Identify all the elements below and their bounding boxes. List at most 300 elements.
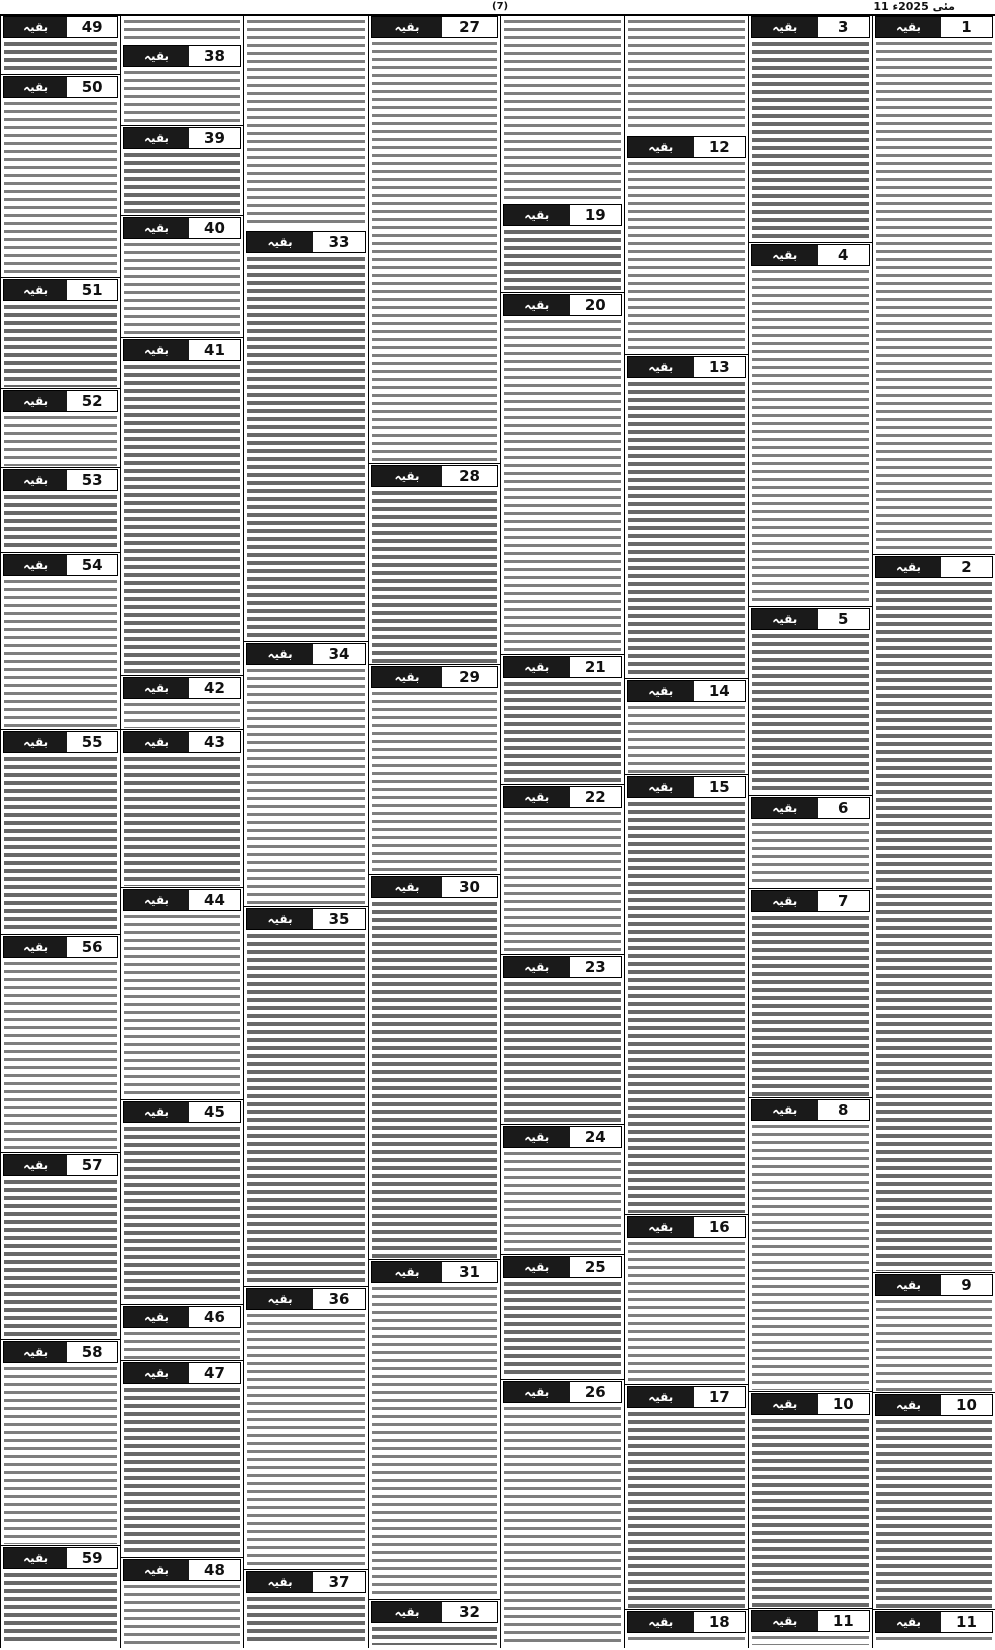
divider xyxy=(1,934,120,935)
baqiya-label: بقیہ xyxy=(752,245,818,265)
baqiya-number: 20 xyxy=(570,295,621,315)
baqiya-number: 51 xyxy=(67,280,117,300)
column-1 xyxy=(872,16,995,1648)
baqiya-label: بقیہ xyxy=(876,1395,941,1415)
article-text xyxy=(372,900,497,1258)
baqiya-label: بقیہ xyxy=(752,891,818,911)
baqiya-header xyxy=(123,1559,241,1581)
baqiya-number: 54 xyxy=(67,555,117,575)
divider xyxy=(625,1609,748,1610)
baqiya-header xyxy=(875,1611,993,1633)
divider xyxy=(625,354,748,355)
divider xyxy=(873,1609,995,1610)
article-text xyxy=(372,1625,497,1645)
divider xyxy=(369,664,500,665)
baqiya-header xyxy=(875,16,993,38)
divider xyxy=(1,277,120,278)
baqiya-box xyxy=(371,1601,498,1645)
baqiya-number: 28 xyxy=(442,466,497,486)
baqiya-label: بقیہ xyxy=(372,1262,442,1282)
article-text xyxy=(4,100,117,276)
baqiya-box xyxy=(503,786,622,953)
article-text xyxy=(372,1285,497,1598)
baqiya-label: بقیہ xyxy=(628,1387,694,1407)
baqiya-box xyxy=(123,1306,241,1359)
baqiya-box xyxy=(246,1571,366,1645)
column-3 xyxy=(624,16,748,1648)
baqiya-label: بقیہ xyxy=(752,1100,818,1120)
baqiya-box xyxy=(3,1547,118,1645)
baqiya-number: 43 xyxy=(189,732,240,752)
divider xyxy=(369,1259,500,1260)
baqiya-header xyxy=(875,1394,993,1416)
article-text xyxy=(4,1178,117,1338)
article-text xyxy=(752,1634,869,1645)
baqiya-box xyxy=(3,16,118,73)
article-text xyxy=(124,1125,240,1303)
baqiya-label: بقیہ xyxy=(247,232,313,252)
baqiya-number: 57 xyxy=(67,1155,117,1175)
divider xyxy=(625,1214,748,1215)
divider xyxy=(121,675,243,676)
baqiya-header xyxy=(371,666,498,688)
baqiya-header xyxy=(246,1571,366,1593)
baqiya-box xyxy=(751,797,870,887)
baqiya-header xyxy=(751,16,870,38)
baqiya-label: بقیہ xyxy=(124,1560,189,1580)
divider xyxy=(121,125,243,126)
baqiya-label: بقیہ xyxy=(504,295,570,315)
divider xyxy=(625,774,748,775)
divider xyxy=(369,1599,500,1600)
divider xyxy=(501,1379,624,1380)
baqiya-number: 13 xyxy=(694,357,745,377)
column-7 xyxy=(120,16,243,1648)
divider xyxy=(749,242,872,243)
baqiya-header xyxy=(3,76,118,98)
baqiya-header xyxy=(627,680,746,702)
baqiya-label: بقیہ xyxy=(504,657,570,677)
divider xyxy=(625,678,748,679)
baqiya-header xyxy=(503,656,622,678)
column-4 xyxy=(500,16,624,1648)
baqiya-header xyxy=(627,776,746,798)
baqiya-label: بقیہ xyxy=(504,1257,570,1277)
baqiya-label: بقیہ xyxy=(372,877,442,897)
baqiya-box xyxy=(246,908,366,1285)
baqiya-box xyxy=(3,1154,118,1338)
divider xyxy=(625,1384,748,1385)
baqiya-box xyxy=(875,16,993,553)
article-text xyxy=(628,160,745,353)
divider xyxy=(121,215,243,216)
baqiya-header xyxy=(371,876,498,898)
divider xyxy=(749,1608,872,1609)
baqiya-header xyxy=(503,1381,622,1403)
baqiya-box xyxy=(123,45,241,124)
divider xyxy=(121,1557,243,1558)
baqiya-number: 15 xyxy=(694,777,745,797)
divider xyxy=(501,954,624,955)
baqiya-number: 59 xyxy=(67,1548,117,1568)
divider xyxy=(501,654,624,655)
article-text xyxy=(752,268,869,605)
baqiya-box xyxy=(123,217,241,336)
baqiya-box xyxy=(246,231,366,640)
article-text xyxy=(4,493,117,551)
baqiya-box xyxy=(627,136,746,353)
baqiya-box xyxy=(3,390,118,466)
baqiya-box xyxy=(3,936,118,1151)
baqiya-header xyxy=(503,786,622,808)
article-text xyxy=(504,810,621,953)
baqiya-number: 14 xyxy=(694,681,745,701)
baqiya-label: بقیہ xyxy=(876,557,941,577)
baqiya-box xyxy=(627,680,746,773)
divider xyxy=(749,888,872,889)
baqiya-box xyxy=(123,1559,241,1645)
column-2 xyxy=(748,16,872,1648)
baqiya-box xyxy=(875,1274,993,1391)
article-text xyxy=(876,1635,992,1645)
baqiya-label: بقیہ xyxy=(752,798,818,818)
divider xyxy=(1,74,120,75)
article-text xyxy=(504,1150,621,1253)
divider xyxy=(501,1124,624,1125)
baqiya-number: 45 xyxy=(189,1102,240,1122)
baqiya-header xyxy=(503,956,622,978)
baqiya-number: 12 xyxy=(694,137,745,157)
baqiya-header xyxy=(123,217,241,239)
baqiya-label: بقیہ xyxy=(628,1612,694,1632)
baqiya-box xyxy=(3,279,118,387)
baqiya-label: بقیہ xyxy=(372,1602,442,1622)
baqiya-box xyxy=(371,465,498,663)
baqiya-label: بقیہ xyxy=(124,340,189,360)
article-text xyxy=(752,1417,869,1607)
baqiya-label: بقیہ xyxy=(4,17,67,37)
divider xyxy=(244,906,368,907)
baqiya-header xyxy=(751,1610,870,1632)
baqiya-header xyxy=(123,731,241,753)
article-text xyxy=(124,1386,240,1556)
article-text xyxy=(247,1312,365,1568)
article-text xyxy=(876,1298,992,1391)
article-text xyxy=(504,228,621,291)
baqiya-header xyxy=(246,643,366,665)
baqiya-header xyxy=(751,244,870,266)
baqiya-header xyxy=(371,16,498,38)
baqiya-number: 31 xyxy=(442,1262,497,1282)
baqiya-label: بقیہ xyxy=(4,1548,67,1568)
baqiya-header xyxy=(123,677,241,699)
baqiya-number: 33 xyxy=(313,232,365,252)
baqiya-number: 5 xyxy=(818,609,869,629)
baqiya-number: 30 xyxy=(442,877,497,897)
baqiya-header xyxy=(123,45,241,67)
baqiya-header xyxy=(3,390,118,412)
article-text xyxy=(124,701,240,728)
baqiya-number: 36 xyxy=(313,1289,365,1309)
baqiya-number: 27 xyxy=(442,17,497,37)
article-text xyxy=(628,800,745,1213)
divider xyxy=(1,1152,120,1153)
baqiya-header xyxy=(627,1386,746,1408)
article-text xyxy=(876,580,992,1271)
baqiya-box xyxy=(627,356,746,677)
masthead-date: 11 مئی 2025ء xyxy=(873,0,955,13)
baqiya-number: 35 xyxy=(313,909,365,929)
article-text xyxy=(4,303,117,387)
divider xyxy=(749,1391,872,1392)
baqiya-number: 42 xyxy=(189,678,240,698)
baqiya-number: 1 xyxy=(941,17,992,37)
baqiya-label: بقیہ xyxy=(247,1289,313,1309)
baqiya-number: 3 xyxy=(818,17,869,37)
baqiya-number: 58 xyxy=(67,1342,117,1362)
baqiya-number: 49 xyxy=(67,17,117,37)
divider xyxy=(1,467,120,468)
divider xyxy=(121,1360,243,1361)
baqiya-box xyxy=(875,1611,993,1645)
baqiya-box xyxy=(371,876,498,1258)
article-text xyxy=(504,980,621,1123)
article-text xyxy=(247,932,365,1285)
baqiya-box xyxy=(627,776,746,1213)
article-text xyxy=(124,151,240,214)
article-text xyxy=(4,40,117,73)
baqiya-label: بقیہ xyxy=(628,777,694,797)
baqiya-label: بقیہ xyxy=(247,1572,313,1592)
baqiya-number: 21 xyxy=(570,657,621,677)
baqiya-number: 50 xyxy=(67,77,117,97)
baqiya-number: 32 xyxy=(442,1602,497,1622)
divider xyxy=(873,554,995,555)
baqiya-label: بقیہ xyxy=(752,17,818,37)
divider xyxy=(369,874,500,875)
baqiya-number: 37 xyxy=(313,1572,365,1592)
baqiya-number: 25 xyxy=(570,1257,621,1277)
baqiya-box xyxy=(3,76,118,276)
article-text xyxy=(628,380,745,677)
article-text xyxy=(247,1595,365,1645)
baqiya-number: 16 xyxy=(694,1217,745,1237)
baqiya-label: بقیہ xyxy=(504,787,570,807)
divider xyxy=(1,729,120,730)
baqiya-box xyxy=(123,339,241,674)
article-text xyxy=(124,69,240,124)
baqiya-number: 19 xyxy=(570,205,621,225)
baqiya-header xyxy=(751,608,870,630)
baqiya-number: 52 xyxy=(67,391,117,411)
baqiya-number: 34 xyxy=(313,644,365,664)
baqiya-label: بقیہ xyxy=(4,937,67,957)
baqiya-box xyxy=(371,666,498,873)
baqiya-header xyxy=(123,339,241,361)
baqiya-label: بقیہ xyxy=(628,357,694,377)
baqiya-label: بقیہ xyxy=(504,1382,570,1402)
baqiya-label: بقیہ xyxy=(124,732,189,752)
baqiya-header xyxy=(627,136,746,158)
article-text xyxy=(628,1635,745,1645)
baqiya-header xyxy=(246,908,366,930)
article-text xyxy=(876,40,992,553)
divider xyxy=(244,1569,368,1570)
baqiya-number: 47 xyxy=(189,1363,240,1383)
divider xyxy=(121,337,243,338)
divider xyxy=(1,552,120,553)
divider xyxy=(121,1304,243,1305)
divider xyxy=(501,784,624,785)
baqiya-header xyxy=(751,1099,870,1121)
article-text xyxy=(876,1418,992,1608)
article-text xyxy=(4,1571,117,1645)
article-text xyxy=(372,489,497,663)
baqiya-header xyxy=(875,1274,993,1296)
divider xyxy=(369,463,500,464)
baqiya-number: 4 xyxy=(818,245,869,265)
baqiya-label: بقیہ xyxy=(4,555,67,575)
divider xyxy=(121,1099,243,1100)
baqiya-box xyxy=(751,16,870,241)
baqiya-header xyxy=(3,279,118,301)
continued-text xyxy=(123,16,241,41)
article-text xyxy=(124,1330,240,1359)
baqiya-box xyxy=(627,1611,746,1645)
baqiya-number: 22 xyxy=(570,787,621,807)
baqiya-box xyxy=(3,1341,118,1544)
baqiya-box xyxy=(123,677,241,728)
baqiya-label: بقیہ xyxy=(628,1217,694,1237)
article-text xyxy=(504,318,621,653)
baqiya-label: بقیہ xyxy=(752,1394,818,1414)
baqiya-number: 39 xyxy=(189,128,240,148)
article-text xyxy=(4,414,117,466)
baqiya-number: 56 xyxy=(67,937,117,957)
baqiya-label: بقیہ xyxy=(124,1307,189,1327)
baqiya-number: 41 xyxy=(189,340,240,360)
divider xyxy=(244,1286,368,1287)
article-text xyxy=(628,1240,745,1383)
baqiya-number: 38 xyxy=(189,46,240,66)
article-text xyxy=(124,755,240,886)
baqiya-label: بقیہ xyxy=(124,218,189,238)
article-text xyxy=(752,632,869,794)
baqiya-header xyxy=(3,469,118,491)
article-text xyxy=(752,821,869,887)
baqiya-header xyxy=(246,231,366,253)
baqiya-box xyxy=(3,731,118,933)
baqiya-header xyxy=(627,1611,746,1633)
baqiya-header xyxy=(3,1547,118,1569)
baqiya-box xyxy=(371,16,498,462)
baqiya-label: بقیہ xyxy=(124,678,189,698)
baqiya-label: بقیہ xyxy=(504,205,570,225)
baqiya-label: بقیہ xyxy=(752,1611,818,1631)
article-text xyxy=(628,1410,745,1608)
baqiya-box xyxy=(123,889,241,1098)
baqiya-header xyxy=(123,127,241,149)
baqiya-number: 55 xyxy=(67,732,117,752)
baqiya-header xyxy=(371,1261,498,1283)
baqiya-box xyxy=(503,656,622,783)
baqiya-header xyxy=(503,294,622,316)
article-text xyxy=(4,578,117,728)
article-text xyxy=(4,960,117,1151)
baqiya-number: 11 xyxy=(818,1611,869,1631)
baqiya-label: بقیہ xyxy=(124,890,189,910)
baqiya-box xyxy=(246,1288,366,1568)
article-text xyxy=(372,690,497,873)
baqiya-label: بقیہ xyxy=(124,128,189,148)
masthead-bar xyxy=(0,0,995,16)
baqiya-label: بقیہ xyxy=(4,1342,67,1362)
baqiya-label: بقیہ xyxy=(372,466,442,486)
baqiya-box xyxy=(751,1610,870,1645)
baqiya-label: بقیہ xyxy=(4,470,67,490)
baqiya-header xyxy=(371,465,498,487)
baqiya-number: 24 xyxy=(570,1127,621,1147)
baqiya-box xyxy=(246,643,366,905)
baqiya-label: بقیہ xyxy=(124,1363,189,1383)
baqiya-number: 11 xyxy=(941,1612,992,1632)
baqiya-number: 46 xyxy=(189,1307,240,1327)
baqiya-number: 48 xyxy=(189,1560,240,1580)
article-text xyxy=(124,913,240,1098)
continued-text xyxy=(246,16,366,227)
baqiya-box xyxy=(627,1386,746,1608)
divider xyxy=(1,1339,120,1340)
baqiya-box xyxy=(3,469,118,551)
article-text xyxy=(628,704,745,773)
baqiya-header xyxy=(123,1362,241,1384)
baqiya-label: بقیہ xyxy=(124,1102,189,1122)
baqiya-label: بقیہ xyxy=(504,1127,570,1147)
baqiya-box xyxy=(123,1101,241,1303)
baqiya-number: 44 xyxy=(189,890,240,910)
baqiya-label: بقیہ xyxy=(876,1612,941,1632)
article-text xyxy=(752,1123,869,1390)
baqiya-label: بقیہ xyxy=(628,137,694,157)
baqiya-label: بقیہ xyxy=(124,46,189,66)
baqiya-header xyxy=(3,554,118,576)
baqiya-label: بقیہ xyxy=(372,17,442,37)
divider xyxy=(1,388,120,389)
baqiya-label: بقیہ xyxy=(4,280,67,300)
baqiya-box xyxy=(751,1099,870,1390)
baqiya-label: بقیہ xyxy=(4,732,67,752)
article-text xyxy=(124,241,240,336)
article-text xyxy=(124,1583,240,1645)
article-text xyxy=(752,914,869,1096)
baqiya-label: بقیہ xyxy=(504,957,570,977)
baqiya-box xyxy=(751,244,870,605)
baqiya-header xyxy=(751,797,870,819)
column-6 xyxy=(243,16,368,1648)
divider xyxy=(121,729,243,730)
baqiya-header xyxy=(503,204,622,226)
baqiya-number: 7 xyxy=(818,891,869,911)
divider xyxy=(873,1392,995,1393)
baqiya-box xyxy=(123,127,241,214)
baqiya-label: بقیہ xyxy=(372,667,442,687)
column-5 xyxy=(368,16,500,1648)
baqiya-header xyxy=(503,1256,622,1278)
baqiya-header xyxy=(627,356,746,378)
baqiya-label: بقیہ xyxy=(876,1275,941,1295)
article-text xyxy=(4,755,117,933)
divider xyxy=(749,795,872,796)
